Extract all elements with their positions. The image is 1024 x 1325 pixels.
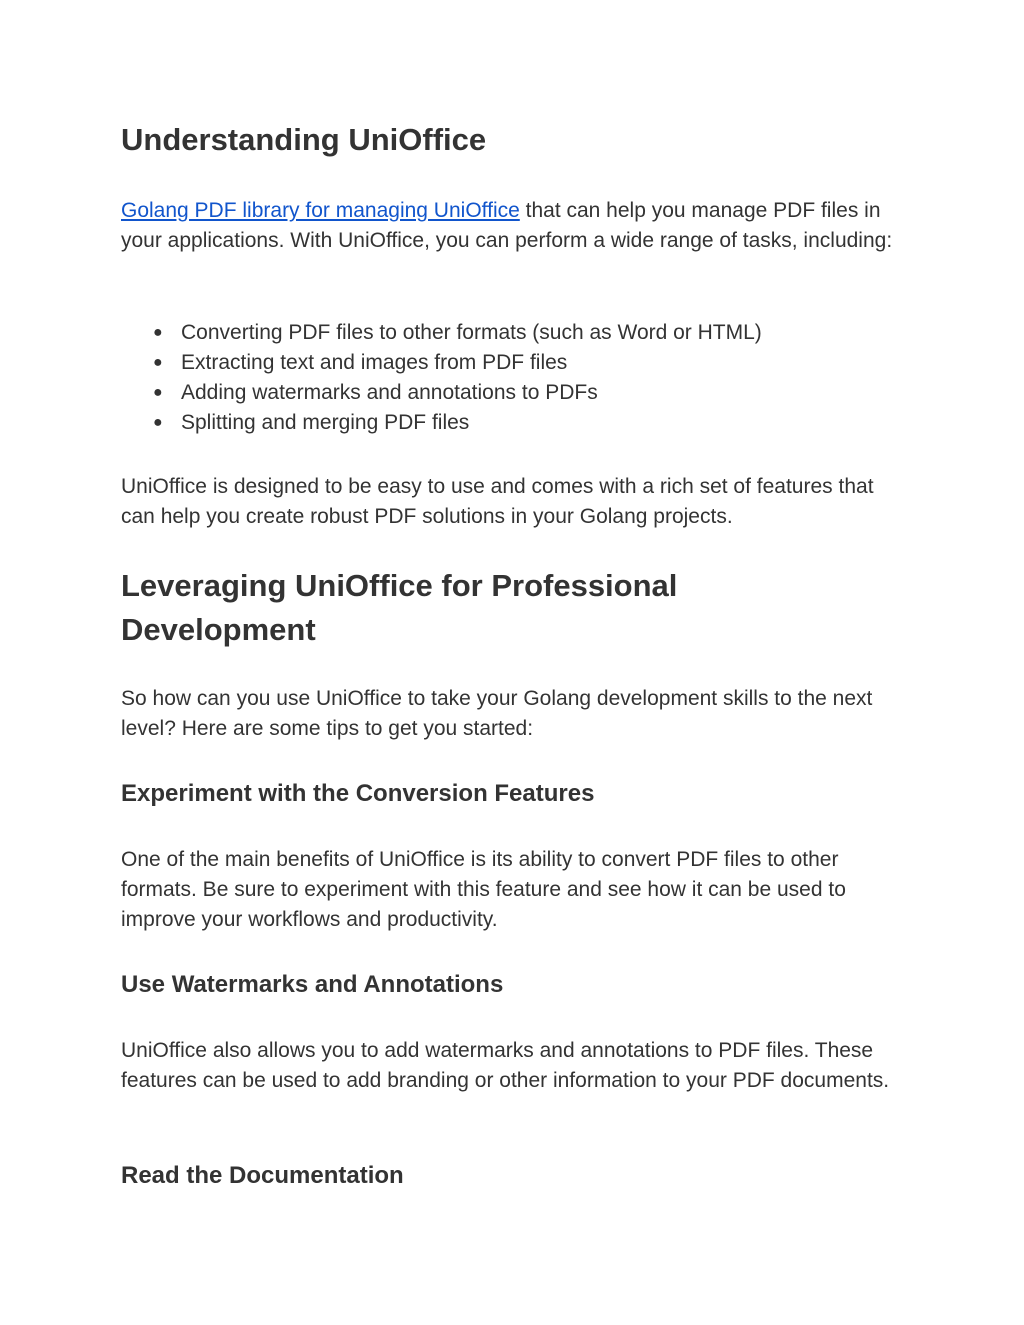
bullet-icon: ●	[153, 354, 163, 371]
bullet-text: Extracting text and images from PDF files	[181, 351, 568, 374]
section-title-line-1: Leveraging UniOffice for Professional	[121, 568, 678, 603]
subheading-conversion: Experiment with the Conversion Features	[121, 780, 595, 807]
bullet-text: Adding watermarks and annotations to PDFs	[181, 381, 598, 404]
leverage-intro-paragraph: So how can you use UniOffice to take your Golang development skills to the next level? Here are some tips to get you started:	[121, 687, 873, 740]
list-item	[121, 408, 762, 438]
bullet-icon: ●	[153, 414, 163, 431]
watermarks-paragraph: UniOffice also allows you to add watermarks and annotations to PDF files. These features can be used to add branding or other information to your PDF documents.	[121, 1039, 890, 1092]
bullet-text: Splitting and merging PDF files	[181, 411, 470, 434]
feature-bullet-list	[121, 318, 762, 438]
intro-paragraph	[121, 196, 901, 256]
section-title-leveraging	[121, 564, 677, 652]
conversion-paragraph: One of the main benefits of UniOffice is its ability to convert PDF files to other formats. Be sure to experiment with this feature and see how it can be used to improve your workflows and productivity.	[121, 848, 846, 931]
summary-paragraph: UniOffice is designed to be easy to use and comes with a rich set of features that can help you create robust PDF solutions in your Golang projects.	[121, 475, 874, 528]
section-title-line-2: Development	[121, 612, 316, 647]
subheading-documentation: Read the Documentation	[121, 1162, 404, 1189]
unioffice-library-link[interactable]: Golang PDF library for managing UniOffice	[121, 199, 520, 222]
subheading-watermarks: Use Watermarks and Annotations	[121, 971, 504, 998]
intro-text: that can help you manage PDF files in your applications. With UniOffice, you can perform a wide range of tasks, including:	[121, 199, 893, 252]
bullet-icon: ●	[153, 384, 163, 401]
list-item	[121, 348, 762, 378]
list-item	[121, 318, 762, 348]
bullet-text: Converting PDF files to other formats (such as Word or HTML)	[181, 321, 762, 344]
list-item	[121, 378, 762, 408]
bullet-icon: ●	[153, 324, 163, 341]
section-title-understanding: Understanding UniOffice	[121, 122, 487, 157]
